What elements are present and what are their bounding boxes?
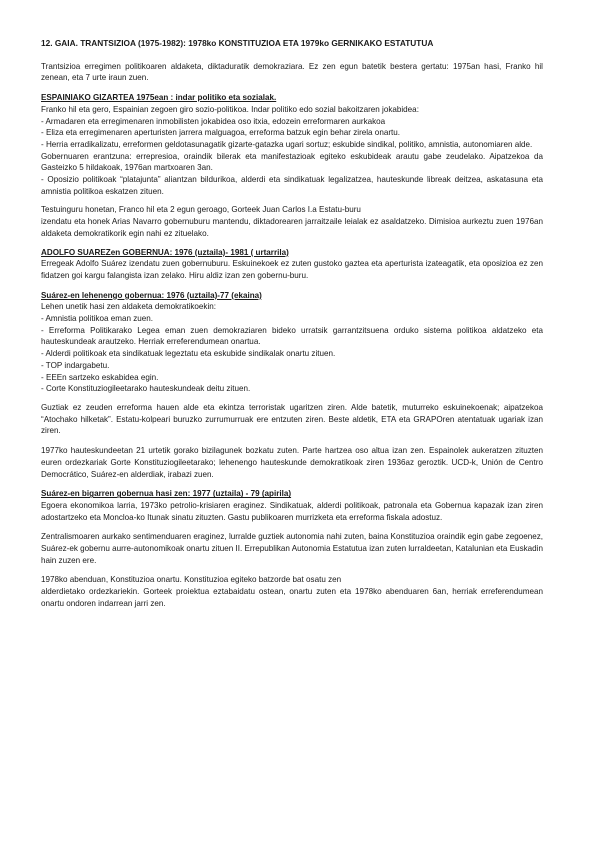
- constitution-paragraph: [41, 574, 543, 609]
- suarez-gobernua-paragraph: Erregeak Adolfo Suárez izendatu zuen gobernuburu. Eskuinekoek ez zuten gustoko gaztea eta aperturista izateagatik, eta oposizioa ez zen fidatzen goi kargu falangista izan zelako. Hiru aldiz izan zen gobernu-buru.: [41, 259, 543, 280]
- text-line: 1978ko abenduan, Konstituzioa onartu. Konstituzioa egiteko batzorde bat osatu zen: [41, 575, 342, 585]
- list-item: - Herria erradikalizatu, erreformen geldotasunagatik gizarte-gatazka ugari sortuz; eskubide sindikal, politiko, amnistia, autonomiaren alde.: [41, 139, 533, 149]
- economy-paragraph: Egoera ekonomikoa larria, 1973ko petrolio-krisiaren eraginez. Sindikatuak, alderdi politikoak, patronala eta Gobernua kapazak izan ziren adostartzeko eta Moncloa-ko Itunak sinatu zituzten. Gastu publikoaren murrizketa eta erreforma fiskala adostuz.: [41, 500, 543, 522]
- list-item: - Corte Konstituziogileetarako hauteskundeak deitu zituen.: [41, 384, 251, 394]
- text-line: Gobernuaren erantzuna: errepresioa, oraindik bilerak eta manifestazioak egiteko eskubideak arautu gabe zeudelako. Aipatzekoa da Gasteizko 5 hildakoak, 1976an martxoaren 3an.: [41, 151, 543, 173]
- testuinguru-paragraph: [41, 204, 543, 239]
- text-line: izendatu eta honek Arias Navarro gobernuburu mantendu, diktadorearen jarraitzaile leialak ez asaldatzeko. Dimisioa aurkeztu zuen 1976an aldaketa demokratikorik egin nahi ez zituelako.: [41, 217, 543, 238]
- text-line: Testuinguru honetan, Franco hil eta 2 egun geroago, Gorteek Juan Carlos I.a Estatu-buru: [41, 205, 361, 215]
- section-heading-bigarren-gobernua: Suárez-en bigarren gobernua hasi zen: 1977 (uztaila) - 79 (apirila): [41, 489, 292, 499]
- document-title: 12. GAIA. TRANTSIZIOA (1975-1982): 1978ko KONSTITUZIOA ETA 1979ko GERNIKAKO ESTATUTUA: [41, 38, 434, 48]
- list-item: - EEEn sartzeko eskabidea egin.: [41, 372, 159, 382]
- list-item: - Oposizio politikoak “platajunta” aliantzan bildurikoa, alderdi eta sindikatuak legalizatzea, hauteskunde libreak deitzea, askatasuna eta amnistia politikoa eskatzen zituen.: [41, 175, 543, 196]
- list-item: - Erreforma Politikarako Legea eman zuen demokraziaren bideko urratsik garrantzitsuena orduko sistema politikoa aldatzeko eta hauteskundeak arautzeko. Herriak erreferendumean onartua.: [41, 325, 543, 347]
- section-body-lehenengo-gobernua: [41, 301, 543, 395]
- list-item: - Eliza eta erregimenaren aperturisten jarrera malguagoa, erreforma batzuk egin behar zirela onartu.: [41, 128, 401, 138]
- section-heading-lehenengo-gobernua: Suárez-en lehenengo gobernua: 1976 (uztaila)-77 (ekaina): [41, 290, 262, 300]
- list-item: - Amnistia politikoa eman zuen.: [41, 314, 154, 324]
- autonomy-paragraph: Zentralismoaren aurkako sentimenduaren eraginez, lurralde guztiek autonomia nahi zuten, baina Konstituzioa oraindik egin gabe zegoenez, Suárez-ek gobernu aurre-autonomikoak onartu zituen II. Errepublikan Autonomia Estatutua izan zuten lurraldeetan, Katalunian eta Euskadin hain zuzen ere.: [41, 532, 543, 565]
- list-item: - Armadaren eta erregimenaren inmobilisten jokabidea oso itxia, edozein erreformaren aurkakoa: [41, 116, 386, 126]
- section-heading-espainiako-gizartea: ESPAINIAKO GIZARTEA 1975ean : indar politiko eta sozialak.: [41, 93, 277, 103]
- text-line: Franko hil eta gero, Espainian zegoen giro sozio-politikoa. Indar politiko edo sozial bakoitzaren jokabidea:: [41, 104, 419, 114]
- section-body-espainiako-gizartea: [41, 104, 543, 198]
- text-line: Lehen unetik hasi zen aldaketa demokratikoekin:: [41, 302, 217, 312]
- text-line: alderdietako ordezkariekin. Gorteek proiektua eztabaidatu ostean, onartu zuten eta 1978ko abenduaren 6an, herriak erreferendumean onartu ondoren indarrean jarri zen.: [41, 587, 543, 608]
- section-heading-suarez-gobernua: ADOLFO SUAREZen GOBERNUA: 1976 (uztaila)- 1981 ( urtarrila): [41, 247, 289, 257]
- terrorism-paragraph: Guztiak ez zeuden erreforma hauen alde eta ekintza terroristak ugaritzen ziren. Alde batetik, muturreko eskuinekoenak; aipatzekoa “Atochako hilketak”. Estatu-kolpeari buruzko zurrumurruak ere entzuten ziren. Beste aldetik, ETA eta GRAPOren atentatuak ugariak izan ziren.: [41, 402, 543, 436]
- elections-1977-paragraph: 1977ko hauteskundeetan 21 urtetik gorako bizilagunek bozkatu zuten. Parte hartzea oso altua izan zen. Espainolek aukeratzen zituzten euren ordezkariak Gorte Konstituziogileetarako; lehenengo hauteskunde demokratikoak ziren 1936az geroztik. UCD-k, Unión de Centro Democrático, Suárez-en alderdiak, irabazi zuen.: [41, 446, 543, 479]
- list-item: - TOP indargabetu.: [41, 360, 110, 370]
- intro-paragraph: Trantsizioa erregimen politikoaren aldaketa, diktaduratik demokraziara. Ez zen egun batetik bestera gertatu: 1975an hasi, Franko hil zenean, eta 7 urte iraun zuen.: [41, 61, 543, 83]
- list-item: - Alderdi politikoak eta sindikatuak legeztatu eta eskubide sindikalak onartu zituen.: [41, 349, 336, 359]
